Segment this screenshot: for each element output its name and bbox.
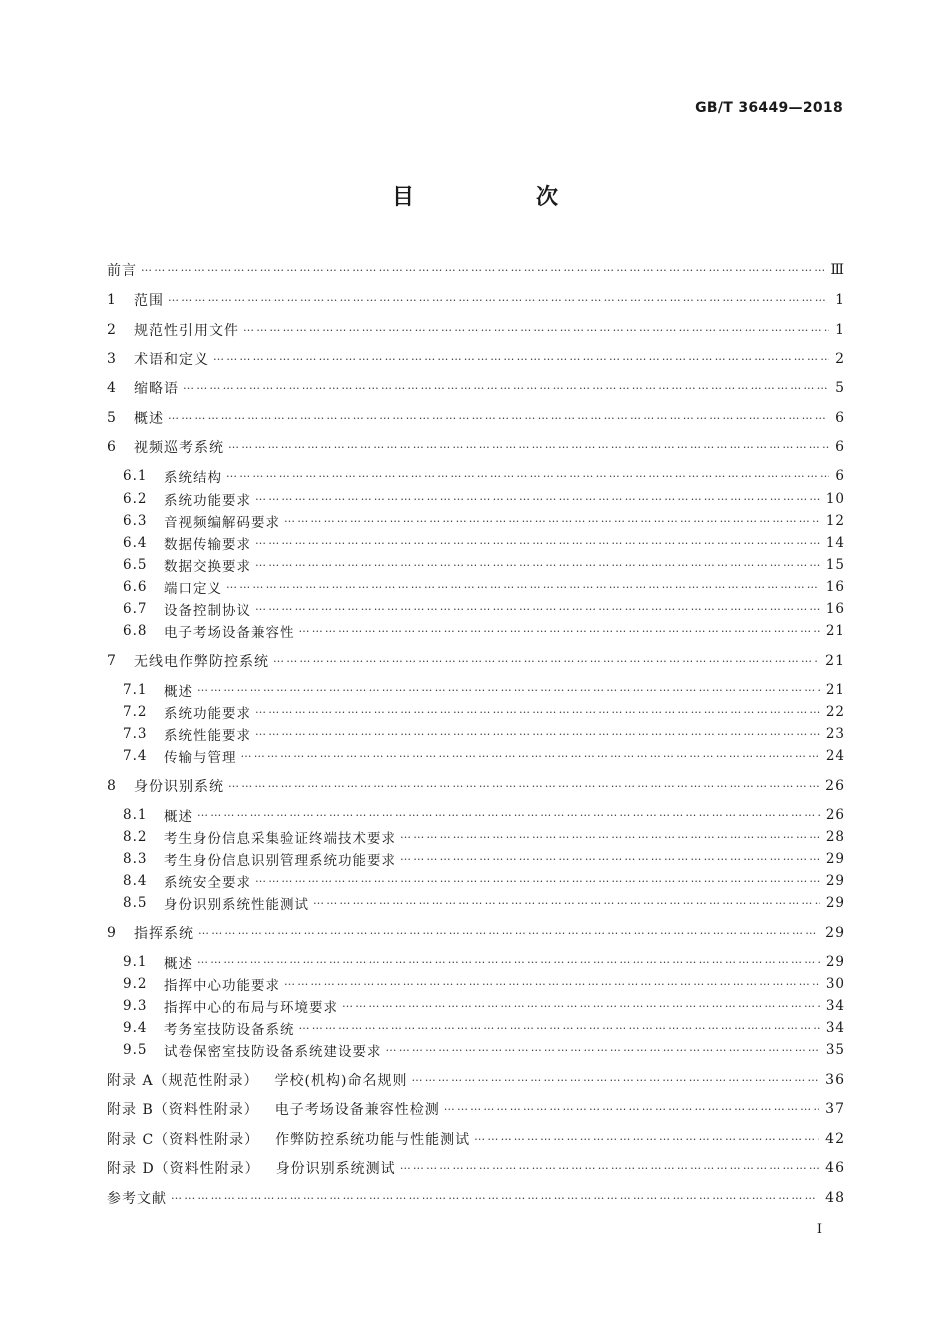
toc-entry-title: 考生身份信息采集验证终端技术要求 <box>164 831 396 847</box>
toc-entry-title: 电子考场设备兼容性 <box>164 625 295 641</box>
toc-leader-dots <box>171 1191 819 1205</box>
toc-entry-page: 26 <box>825 807 845 823</box>
toc-entry-page: 15 <box>825 557 845 573</box>
toc-entry-number: 7.3 <box>123 726 148 742</box>
toc-entry-title: 系统安全要求 <box>164 875 251 891</box>
toc-entry-title: 指挥中心的布局与环境要求 <box>164 1000 338 1016</box>
toc-entry[interactable] <box>123 890 845 916</box>
toc-leader-dots <box>226 469 829 483</box>
toc-entry[interactable] <box>107 920 845 946</box>
toc-entry-title: 试卷保密室技防设备系统建设要求 <box>164 1044 382 1060</box>
toc-entry-page: 12 <box>825 513 845 529</box>
toc-entry-number: 6.6 <box>123 579 148 595</box>
toc-leader-dots <box>400 830 820 844</box>
toc-entry-number: 附录 B（资料性附录） <box>107 1102 259 1118</box>
toc-entry[interactable] <box>107 1067 845 1093</box>
toc-entry-number: 6.3 <box>123 513 148 529</box>
toc-entry-title: 视频巡考系统 <box>134 440 224 456</box>
toc-entry-number: 8.4 <box>123 873 148 889</box>
toc-entry-page: 21 <box>825 623 845 639</box>
toc-entry-title: 无线电作弊防控系统 <box>134 654 269 670</box>
toc-entry-number: 6.4 <box>123 535 148 551</box>
toc-leader-dots <box>141 263 824 277</box>
toc-entry[interactable] <box>107 405 845 431</box>
toc-entry-page: 29 <box>825 873 845 889</box>
toc-entry-page: 29 <box>825 851 845 867</box>
toc-entry-number: 附录 A（规范性附录） <box>107 1073 259 1089</box>
toc-leader-dots <box>241 749 820 763</box>
toc-entry-page: 48 <box>825 1190 845 1206</box>
toc-entry-title: 概述 <box>164 956 193 972</box>
toc-entry-page: 6 <box>835 468 845 484</box>
toc-entry-title: 考生身份信息识别管理系统功能要求 <box>164 853 396 869</box>
toc-entry-number: 1 <box>107 292 117 308</box>
toc-leader-dots <box>255 602 820 616</box>
toc-leader-dots <box>198 926 819 940</box>
toc-entry-number: 6.8 <box>123 623 148 639</box>
toc-entry-title: 设备控制协议 <box>164 603 251 619</box>
toc-entry-number: 7.2 <box>123 704 148 720</box>
toc-entry-page: 1 <box>835 292 845 308</box>
footer-page-number: I <box>816 1222 822 1237</box>
toc-leader-dots <box>313 896 820 910</box>
toc-entry-page: 22 <box>825 704 845 720</box>
toc-leader-dots <box>255 492 820 506</box>
toc-entry-number: 9 <box>107 925 117 941</box>
toc-entry-number: 6.7 <box>123 601 148 617</box>
toc-entry-number: 8.3 <box>123 851 148 867</box>
toc-entry-page: 5 <box>835 380 845 396</box>
toc-entry[interactable] <box>107 1185 845 1211</box>
toc-entry-number: 9.4 <box>123 1020 148 1036</box>
toc-leader-dots <box>197 683 820 697</box>
toc-leader-dots <box>299 624 820 638</box>
toc-leader-dots <box>342 999 820 1013</box>
toc-entry[interactable] <box>107 1126 845 1152</box>
toc-entry-title: 系统功能要求 <box>164 706 251 722</box>
toc-leader-dots <box>412 1073 820 1087</box>
toc-entry[interactable] <box>123 1037 845 1063</box>
toc-entry-title: 系统结构 <box>164 470 222 486</box>
toc-leader-dots <box>213 352 829 366</box>
toc-entry-number: 7 <box>107 653 117 669</box>
toc-entry-page: 35 <box>825 1042 845 1058</box>
toc-leader-dots <box>168 293 829 307</box>
toc-entry-title: 系统性能要求 <box>164 728 251 744</box>
toc-entry-title: 考务室技防设备系统 <box>164 1022 295 1038</box>
toc-leader-dots <box>400 1161 819 1175</box>
toc-entry-number: 9.3 <box>123 998 148 1014</box>
toc-entry[interactable] <box>107 1096 845 1122</box>
toc-entry[interactable] <box>123 618 845 644</box>
toc-entry-title: 术语和定义 <box>134 352 209 368</box>
toc-leader-dots <box>255 874 820 888</box>
toc-entry-page: 2 <box>835 351 845 367</box>
toc-entry[interactable] <box>107 375 845 401</box>
toc-entry-number: 2 <box>107 322 117 338</box>
toc-leader-dots <box>183 381 829 395</box>
toc-entry-title: 指挥系统 <box>134 926 194 942</box>
toc-entry-title: 身份识别系统性能测试 <box>164 897 309 913</box>
toc-entry-title: 前言 <box>107 263 137 279</box>
toc-entry-page: 28 <box>825 829 845 845</box>
toc-entry-page: 29 <box>825 925 845 941</box>
toc-entry-title: 身份识别系统测试 <box>275 1161 396 1177</box>
toc-leader-dots <box>400 852 820 866</box>
toc-leader-dots <box>255 558 820 572</box>
toc-leader-dots <box>284 977 820 991</box>
toc-entry-page: 29 <box>825 954 845 970</box>
toc-entry-page: 24 <box>825 748 845 764</box>
toc-entry-title: 身份识别系统 <box>134 779 224 795</box>
toc-leader-dots <box>474 1132 819 1146</box>
toc-entry-page: 37 <box>825 1101 845 1117</box>
toc-entry-page: Ⅲ <box>830 262 845 278</box>
toc-leader-dots <box>273 654 819 668</box>
toc-entry-title: 学校(机构)命名规则 <box>274 1073 408 1089</box>
toc-entry-number: 8.5 <box>123 895 148 911</box>
toc-entry-number: 6 <box>107 439 117 455</box>
toc-entry-page: 30 <box>825 976 845 992</box>
toc-entry-number: 7.1 <box>123 682 148 698</box>
toc-entry-page: 21 <box>825 653 845 669</box>
toc-entry-page: 26 <box>825 778 845 794</box>
toc-entry[interactable] <box>107 317 845 343</box>
toc-entry-page: 46 <box>825 1160 845 1176</box>
toc-leader-dots <box>255 536 820 550</box>
toc-entry-page: 34 <box>825 998 845 1014</box>
toc-leader-dots <box>299 1021 820 1035</box>
toc-entry-title: 传输与管理 <box>164 750 237 766</box>
toc-entry-page: 21 <box>825 682 845 698</box>
toc-leader-dots <box>386 1043 820 1057</box>
toc-leader-dots <box>197 955 820 969</box>
toc-entry-page: 23 <box>825 726 845 742</box>
toc-entry-number: 9.2 <box>123 976 148 992</box>
toc-entry-title: 概述 <box>134 411 164 427</box>
toc-entry-title: 概述 <box>164 684 193 700</box>
toc-entry-number: 8 <box>107 778 117 794</box>
toc-leader-dots <box>444 1102 819 1116</box>
toc-leader-dots <box>197 808 820 822</box>
toc-entry-page: 16 <box>825 579 845 595</box>
toc-entry-page: 14 <box>825 535 845 551</box>
toc-entry-title: 指挥中心功能要求 <box>164 978 280 994</box>
toc-entry-title: 作弊防控系统功能与性能测试 <box>275 1132 471 1148</box>
toc-entry-number: 7.4 <box>123 748 148 764</box>
toc-entry-number: 附录 C（资料性附录） <box>107 1132 260 1148</box>
toc-entry-title: 缩略语 <box>134 381 179 397</box>
toc-entry-page: 29 <box>825 895 845 911</box>
toc-entry-title: 参考文献 <box>107 1191 167 1207</box>
toc-entry-number: 6.1 <box>123 468 148 484</box>
toc-entry-title: 概述 <box>164 809 193 825</box>
toc-leader-dots <box>226 580 820 594</box>
toc-entry-page: 1 <box>835 322 845 338</box>
toc-entry-title: 数据传输要求 <box>164 537 251 553</box>
toc-entry-number: 附录 D（资料性附录） <box>107 1161 260 1177</box>
toc-leader-dots <box>228 779 819 793</box>
toc-entry-page: 10 <box>825 491 845 507</box>
toc-entry-number: 8.2 <box>123 829 148 845</box>
toc-leader-dots <box>168 411 829 425</box>
toc-entry-title: 数据交换要求 <box>164 559 251 575</box>
toc-entry-number: 6.5 <box>123 557 148 573</box>
toc-entry-number: 9.1 <box>123 954 148 970</box>
toc-entry-number: 9.5 <box>123 1042 148 1058</box>
toc-entry[interactable] <box>107 1155 845 1181</box>
standard-number: GB/T 36449—2018 <box>695 100 843 116</box>
toc-entry-page: 34 <box>825 1020 845 1036</box>
toc-entry[interactable] <box>107 257 845 283</box>
toc-leader-dots <box>243 323 829 337</box>
toc-entry[interactable] <box>107 434 845 460</box>
toc-entry-number: 6.2 <box>123 491 148 507</box>
toc-entry-page: 42 <box>825 1131 845 1147</box>
toc-entry-page: 36 <box>825 1072 845 1088</box>
page-title: 目 次 <box>391 185 608 210</box>
toc-entry-title: 规范性引用文件 <box>134 323 239 339</box>
toc-leader-dots <box>255 705 820 719</box>
toc-leader-dots <box>284 514 820 528</box>
toc-entry-number: 3 <box>107 351 117 367</box>
toc-entry-page: 16 <box>825 601 845 617</box>
toc-entry[interactable] <box>123 743 845 769</box>
toc-entry-number: 8.1 <box>123 807 148 823</box>
toc-entry-page: 6 <box>835 410 845 426</box>
toc-entry-title: 音视频编解码要求 <box>164 515 280 531</box>
toc-leader-dots <box>255 727 820 741</box>
toc-leader-dots <box>228 440 829 454</box>
toc-entry[interactable] <box>107 648 845 674</box>
toc-entry-title: 范围 <box>134 293 164 309</box>
toc-entry-number: 4 <box>107 380 117 396</box>
toc-entry[interactable] <box>107 773 845 799</box>
toc-entry-number: 5 <box>107 410 117 426</box>
toc-entry-title: 端口定义 <box>164 581 222 597</box>
toc-entry[interactable] <box>107 287 845 313</box>
toc-entry-page: 6 <box>835 439 845 455</box>
toc-entry-title: 电子考场设备兼容性检测 <box>274 1102 440 1118</box>
toc-entry[interactable] <box>107 346 845 372</box>
toc-entry-title: 系统功能要求 <box>164 493 251 509</box>
